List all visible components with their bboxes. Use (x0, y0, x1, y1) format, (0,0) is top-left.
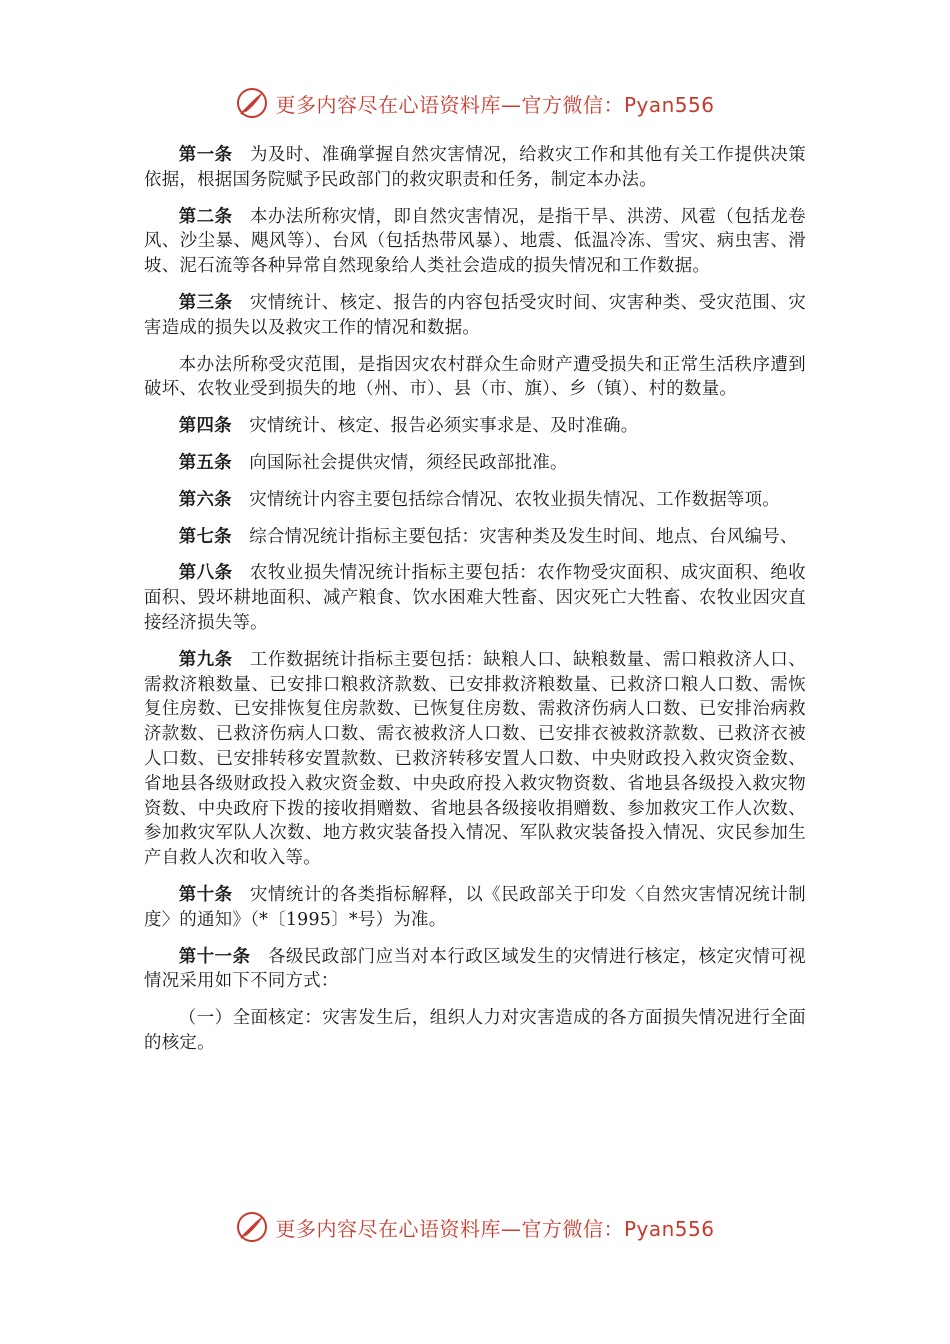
watermark-text: 更多内容尽在心语资料库—官方微信：Pyan556 (275, 92, 715, 117)
watermark-text: 更多内容尽在心语资料库—官方微信：Pyan556 (275, 1216, 715, 1241)
article-11 (144, 945, 806, 995)
article-9 (144, 648, 806, 871)
article-2 (144, 205, 806, 279)
article-7 (144, 525, 806, 550)
article-number: 第七条 (178, 526, 232, 547)
article-4 (144, 414, 806, 439)
article-5 (144, 451, 806, 476)
article-number: 第六条 (178, 489, 232, 510)
quill-logo-icon (235, 86, 269, 120)
article-11-item-1 (144, 1006, 806, 1056)
article-text: 农牧业损失情况统计指标主要包括：农作物受灾面积、成灾面积、绝收面积、毁坏耕地面积、减产粮食、饮水困难大牲畜、因灾死亡大牲畜、农牧业因灾直接经济损失等。 (144, 563, 806, 633)
article-text: 本办法所称灾情，即自然灾害情况，是指干旱、洪涝、风雹（包括龙卷风、沙尘暴、飓风等）、台风（包括热带风暴）、地震、低温冷冻、雪灾、病虫害、滑坡、泥石流等各种异常自然现象给人类社会造成的损失情况和工作数据。 (144, 206, 806, 277)
article-text: 向国际社会提供灾情，须经民政部批准。 (249, 452, 568, 473)
article-text: 各级民政部门应当对本行政区域发生的灾情进行核定，核定灾情可视情况采用如下不同方式： (144, 946, 806, 992)
article-text: 工作数据统计指标主要包括：缺粮人口、缺粮数量、需口粮救济人口、需救济粮数量、已安排口粮救济款数、已安排救济粮数量、已救济口粮人口数、需恢复住房数、已安排恢复住房款数、已恢复住房数、需救济伤病人口数、已安排治病救济款数、已救济伤病人口数、需衣被救济人口数、已安排衣被救济款数、已救济衣被人口数、已安排转移安置款数、已救济转移安置人口数、中央财政投入救灾资金数、省地县各级财政投入救灾资金数、中央政府投入救灾物资数、省地县各级投入救灾物资数、中央政府下拨的接收捐赠数、省地县各级接收捐赠数、参加救灾工作人次数、参加救灾军队人次数、地方救灾装备投入情况、军队救灾装备投入情况、灾民参加生产自救人次和收入等。 (144, 649, 806, 869)
article-number: 第二条 (178, 206, 233, 227)
article-number: 第五条 (178, 452, 232, 473)
document-body (144, 143, 806, 1068)
article-text: 灾情统计、核定、报告的内容包括受灾时间、灾害种类、受灾范围、灾害造成的损失以及救灾工作的情况和数据。 (144, 292, 806, 338)
article-text: 灾情统计、核定、报告必须实事求是、及时准确。 (249, 416, 639, 437)
article-10 (144, 883, 806, 933)
article-number: 第三条 (178, 292, 233, 313)
article-text: （一）全面核定：灾害发生后，组织人力对灾害造成的各方面损失情况进行全面的核定。 (144, 1008, 806, 1053)
article-number: 第十条 (178, 884, 233, 905)
article-number: 第八条 (178, 563, 233, 584)
article-6 (144, 488, 806, 513)
article-text: 为及时、准确掌握自然灾害情况，给救灾工作和其他有关工作提供决策依据，根据国务院赋予民政部门的救灾职责和任务，制定本办法。 (144, 145, 806, 190)
article-text: 本办法所称受灾范围，是指因灾农村群众生命财产遭受损失和正常生活秩序遭到破坏、农牧业受到损失的地（州、市）、县（市、旗）、乡（镇）、村的数量。 (144, 354, 806, 400)
article-3-continued (144, 353, 806, 403)
watermark-header (0, 86, 950, 120)
article-number: 第四条 (178, 416, 232, 437)
article-number: 第九条 (178, 649, 233, 670)
article-3 (144, 291, 806, 341)
article-number: 第十一条 (178, 946, 251, 967)
article-text: 灾情统计内容主要包括综合情况、农牧业损失情况、工作数据等项。 (249, 489, 780, 510)
article-number: 第一条 (178, 145, 233, 165)
article-text: 综合情况统计指标主要包括：灾害种类及发生时间、地点、台风编号、 (249, 526, 798, 547)
article-1 (144, 143, 806, 193)
watermark-footer (0, 1210, 950, 1244)
quill-logo-icon (235, 1210, 269, 1244)
article-text: 灾情统计的各类指标解释，以《民政部关于印发〈自然灾害情况统计制度〉的通知》（*〔1995〕*号）为准。 (144, 884, 806, 930)
article-8 (144, 561, 806, 635)
